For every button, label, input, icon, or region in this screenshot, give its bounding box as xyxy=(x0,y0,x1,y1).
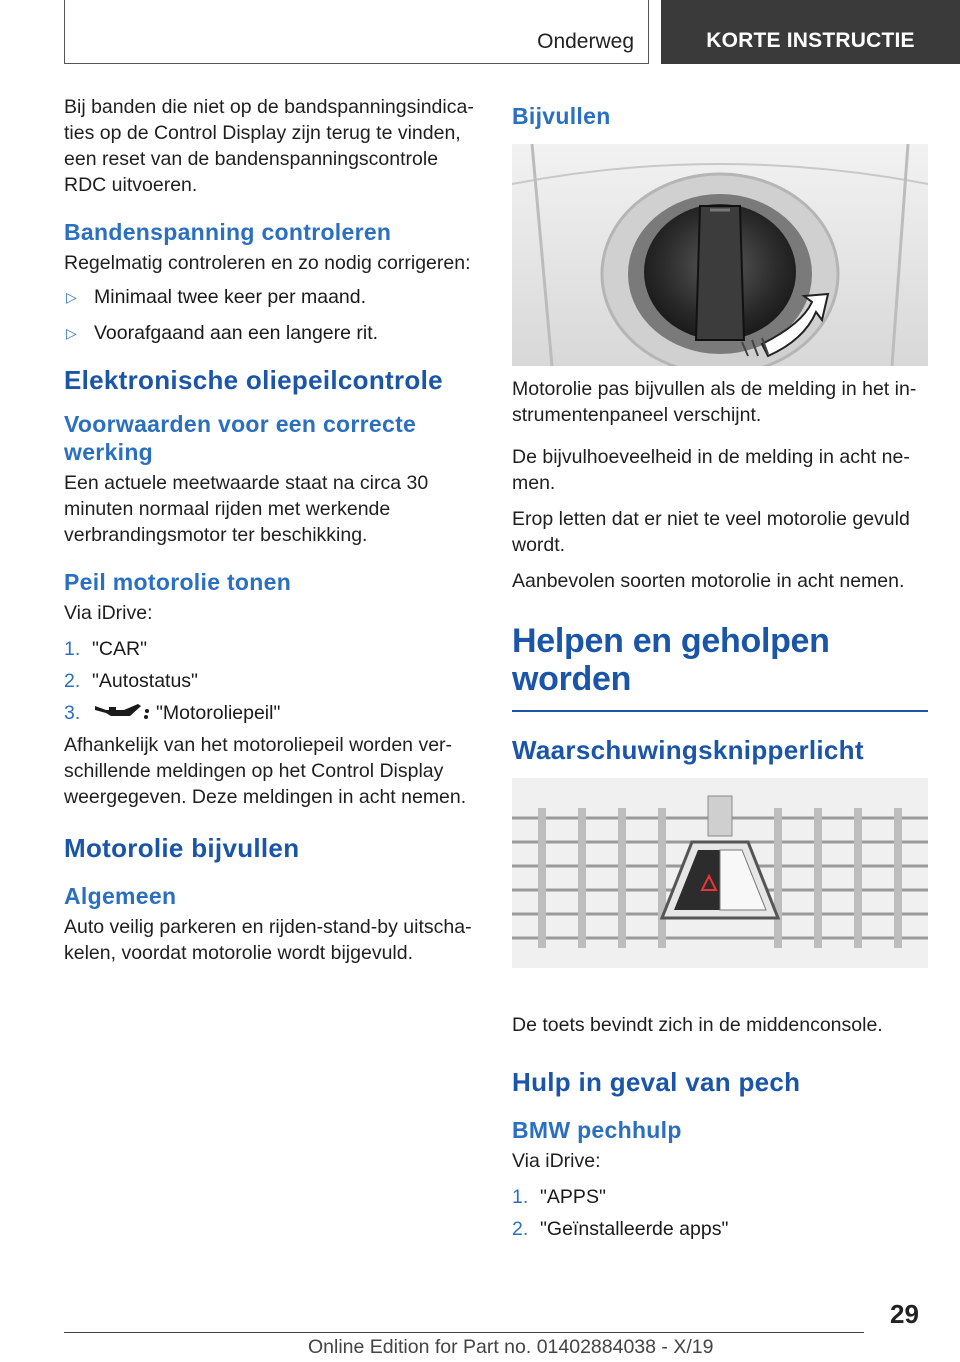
general-heading: Algemeen xyxy=(64,883,177,909)
oil-control-heading: Elektronische oliepeilcontrole xyxy=(64,365,443,395)
list-item: 3. "Motoroliepeil" xyxy=(64,702,281,724)
general-text: Auto veilig parkeren en rijden-stand-by uitschakelen, voordat motorolie wordt bijgevuld. xyxy=(64,916,472,964)
chapter-label: KORTE INSTRUCTIE xyxy=(706,29,915,52)
fill-heading: Bijvullen xyxy=(512,103,611,129)
fill-p3: Erop letten dat er niet te veel motorolie gevuld wordt. xyxy=(512,508,910,556)
triangle-bullet-icon: ▷ xyxy=(66,289,77,305)
hazard-heading: Waarschuwingsknipperlicht xyxy=(512,735,864,765)
list-item: ▷ Voorafgaand aan een langere rit. xyxy=(66,322,379,344)
list-item: ▷ Minimaal twee keer per maand. xyxy=(66,286,367,308)
footer-edition: Online Edition for Part no. 01402884038 - X/19 xyxy=(308,1336,714,1358)
footer-divider xyxy=(64,1332,864,1333)
page-number: 29 xyxy=(890,1299,919,1329)
fill-p4: Aanbevolen soorten motorolie in acht nemen. xyxy=(512,570,905,592)
list-item: 1. "CAR" xyxy=(64,638,148,660)
via-idrive-text: Via iDrive: xyxy=(64,602,153,624)
list-item: 2. "Geïnstalleerde apps" xyxy=(512,1218,729,1240)
via-idrive-text: Via iDrive: xyxy=(512,1150,601,1172)
oil-can-icon xyxy=(92,701,150,723)
tire-check-list xyxy=(64,284,480,346)
oil-after-text: Afhankelijk van het motoroliepeil worden verschillende meldingen op het Control Display weergegeven. Deze meldingen in acht nemen. xyxy=(64,734,467,808)
triangle-bullet-icon: ▷ xyxy=(66,325,77,341)
left-column xyxy=(64,94,480,976)
fill-p2: De bijvulhoeveelheid in de melding in acht nemen. xyxy=(512,446,910,494)
list-item: 1. "APPS" xyxy=(512,1186,606,1208)
oil-filler-cap-image xyxy=(512,144,928,366)
fill-p1: Motorolie pas bijvullen als de melding in het instrumentenpaneel verschijnt. xyxy=(512,378,917,426)
hazard-text: De toets bevindt zich in de middenconsole. xyxy=(512,1014,883,1036)
show-oil-heading: Peil motorolie tonen xyxy=(64,569,292,595)
breakdown-heading: Hulp in geval van pech xyxy=(512,1067,801,1097)
hazard-button-image xyxy=(512,778,928,1000)
help-steps-list xyxy=(512,1184,928,1242)
conditions-heading: Voorwaarden voor een correcte werking xyxy=(64,411,417,465)
refill-heading: Motorolie bijvullen xyxy=(64,833,300,863)
chapter-tab[interactable] xyxy=(661,0,960,64)
oil-steps-list xyxy=(64,636,480,726)
conditions-text: Een actuele meetwaarde staat na circa 30 minuten normaal rijden met werkende verbrandingsmotor ter beschikking. xyxy=(64,472,429,546)
help-heading: Helpen en geholpen worden xyxy=(512,622,830,698)
bmw-help-heading: BMW pechhulp xyxy=(512,1117,682,1143)
tire-check-text: Regelmatig controleren en zo nodig corrigeren: xyxy=(64,252,471,274)
right-column xyxy=(512,94,928,1248)
section-title: Onderweg xyxy=(537,30,634,53)
tire-check-heading: Bandenspanning controleren xyxy=(64,219,392,245)
section-divider xyxy=(512,710,928,712)
intro-paragraph: Bij banden die niet op de bandspanningsindicaties op de Control Display zijn terug te vinden, een reset van de bandenspanningscontrole RDC uitvoeren. xyxy=(64,96,474,196)
list-item: 2. "Autostatus" xyxy=(64,670,198,692)
